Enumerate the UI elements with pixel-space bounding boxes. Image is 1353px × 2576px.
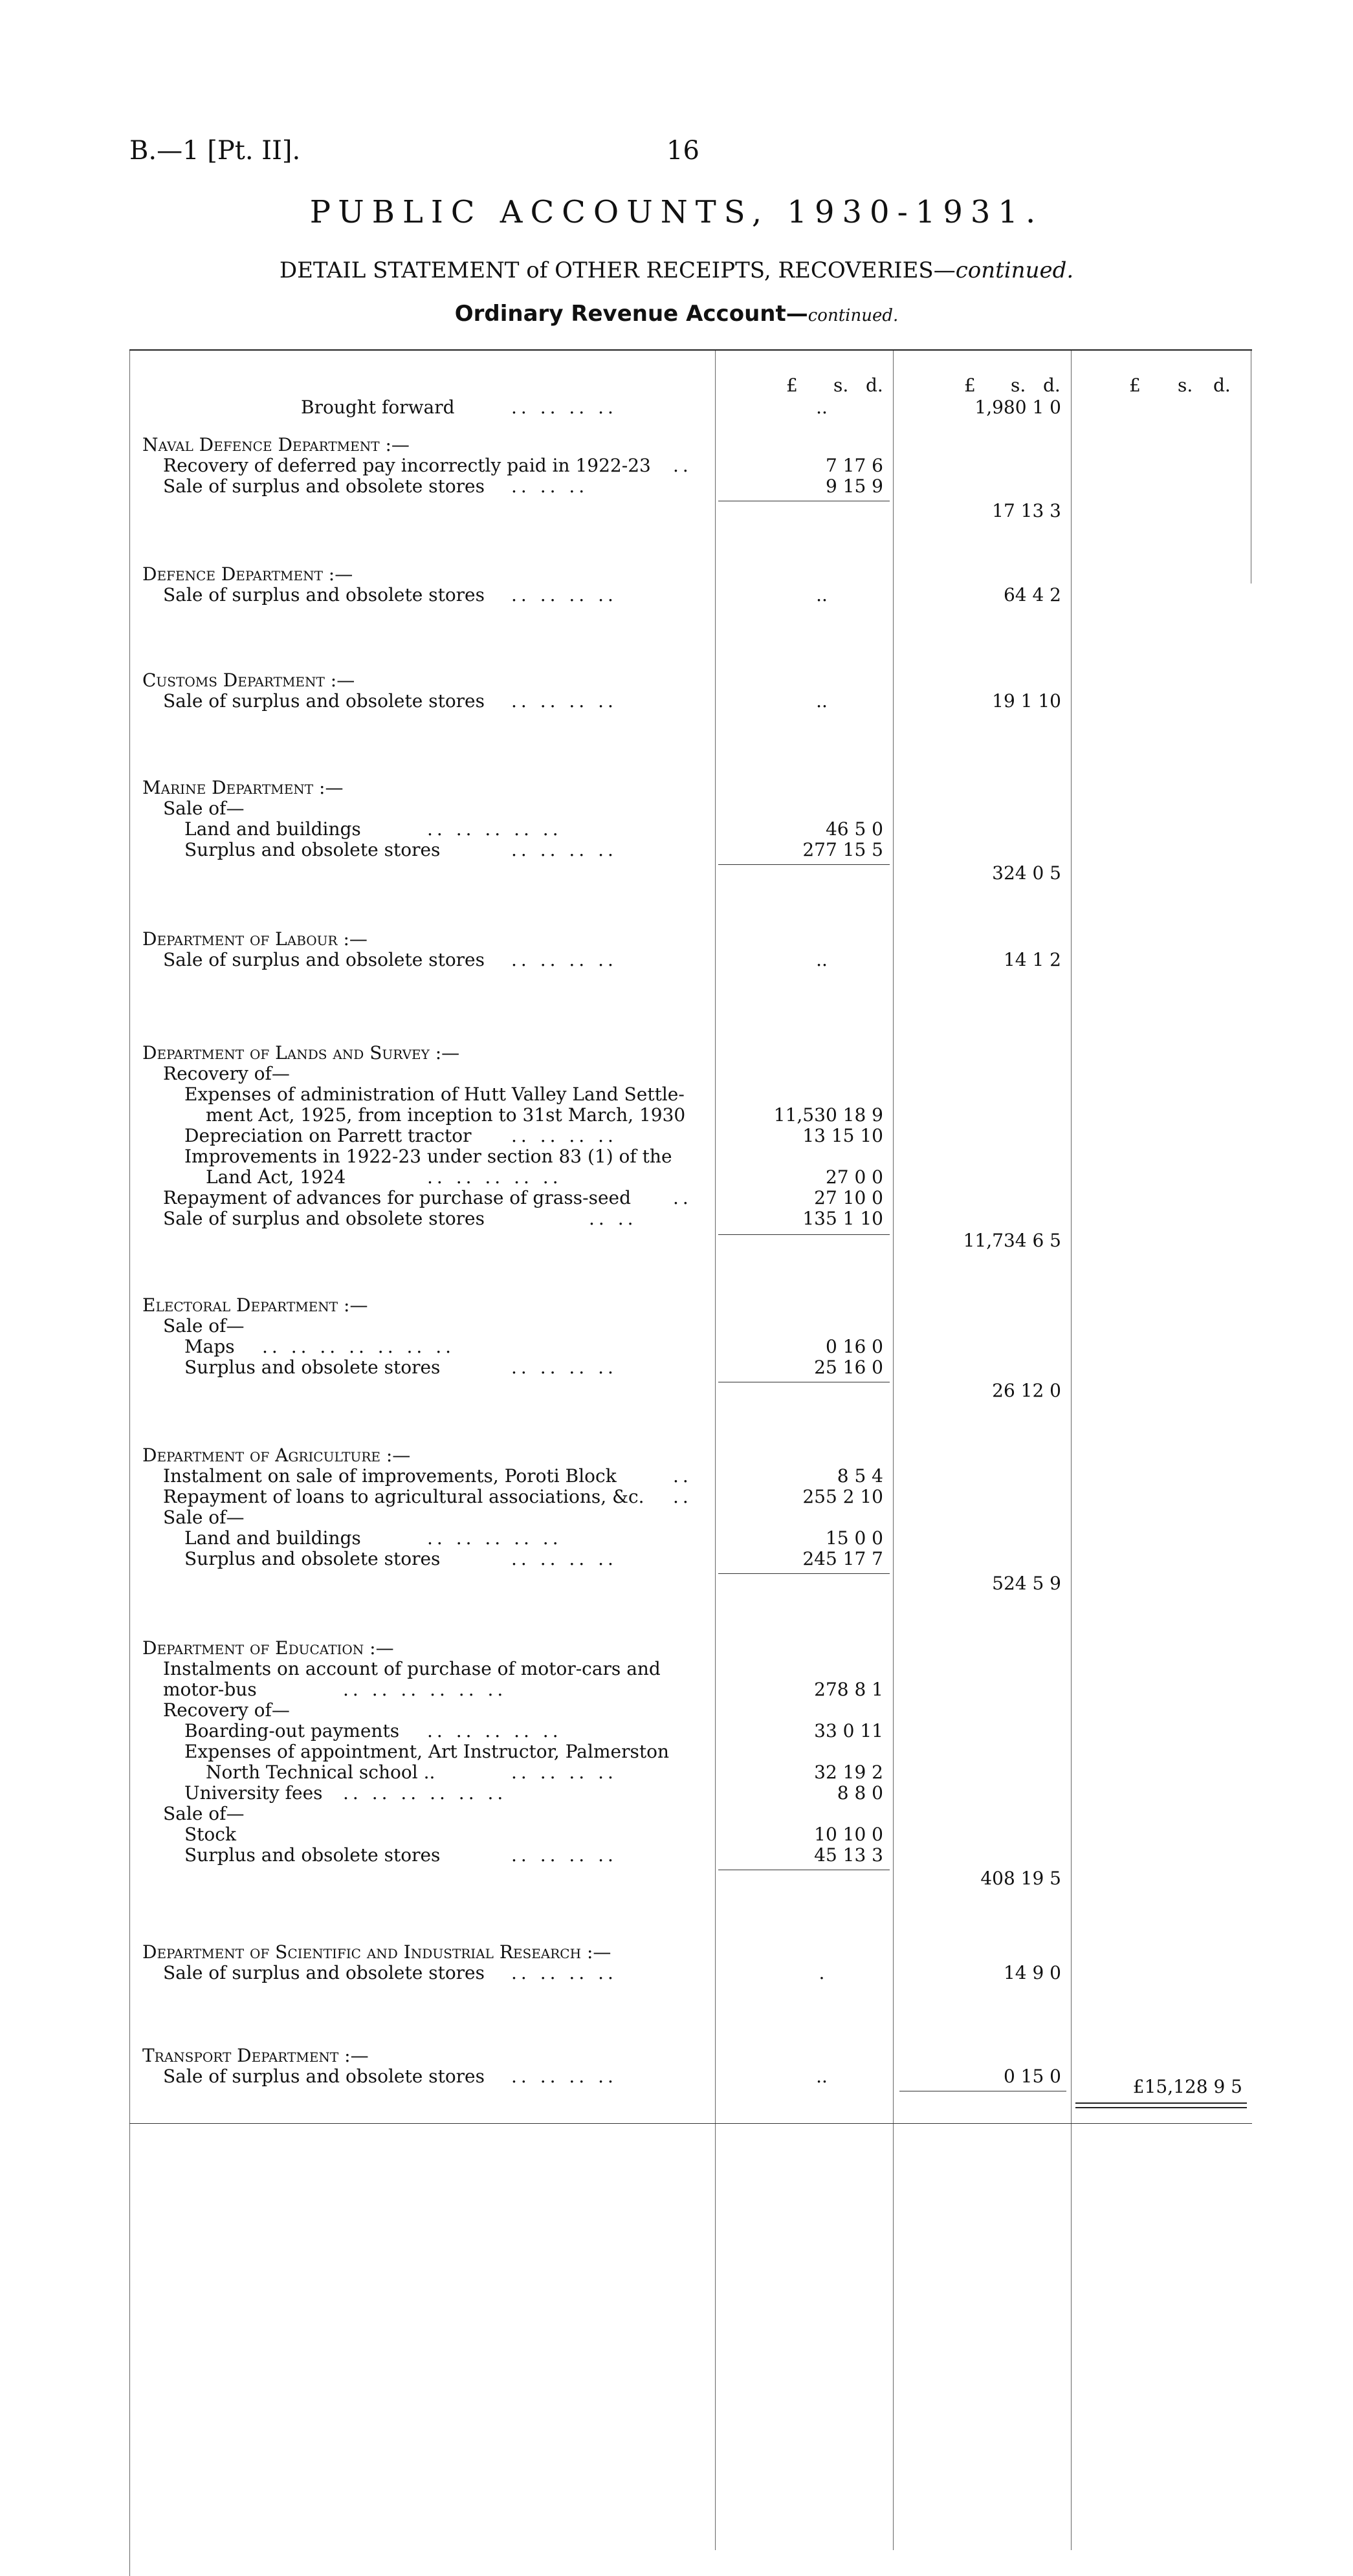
transport-c1: .. <box>816 2066 828 2087</box>
page-number: 16 <box>666 136 699 166</box>
col1-pound: £ <box>786 375 798 396</box>
ledger-table <box>129 349 1252 2576</box>
transport-total: 0 15 0 <box>1003 2066 1061 2087</box>
lands-hutt-line-2: ment Act, 1925, from inception to 31st March, 1930 <box>206 1104 686 1126</box>
labour-c1: .. <box>816 949 828 970</box>
scientific-total: 14 9 0 <box>1003 1962 1061 1983</box>
agriculture-land-value: 15 0 0 <box>825 1527 883 1549</box>
transport-head: Transport Department :— <box>142 2045 369 2066</box>
marine-item-1-value: 46 5 0 <box>825 818 883 840</box>
marine-sale-of: Sale of— <box>163 798 245 819</box>
education-art-line-1: Expenses of appointment, Art Instructor, Palmerston <box>184 1741 669 1762</box>
column-divider-2 <box>893 351 894 2550</box>
education-stock-label: Stock <box>184 1824 236 1845</box>
education-sale-of: Sale of— <box>163 1803 245 1824</box>
marine-item-2-value: 277 15 5 <box>802 839 883 860</box>
naval-total: 17 13 3 <box>992 500 1061 521</box>
leader-dots: .. .. .. .. <box>511 949 617 970</box>
naval-item-2-value: 9 15 9 <box>825 475 883 497</box>
lands-stores-label: Sale of surplus and obsolete stores <box>163 1208 485 1229</box>
lands-stores-value: 135 1 10 <box>802 1208 883 1229</box>
agriculture-poroti-value: 8 5 4 <box>837 1465 883 1487</box>
lands-improv-value: 27 0 0 <box>825 1166 883 1188</box>
leader-dots: .. .. .. .. .. <box>427 1720 562 1741</box>
account-heading <box>0 301 1353 327</box>
subtotal-rule <box>718 1234 890 1235</box>
brought-forward-c1: .. <box>816 397 828 418</box>
leader-dots: .. .. .. .. <box>511 2066 617 2087</box>
education-head: Department of Education :— <box>142 1637 394 1659</box>
lands-improv-line-1: Improvements in 1922-23 under section 83 (1) of the <box>184 1146 672 1167</box>
subtotal-rule <box>718 1573 890 1574</box>
lands-total: 11,734 6 5 <box>963 1230 1061 1251</box>
brought-forward-label: Brought forward <box>301 397 455 418</box>
lands-grass-label: Repayment of advances for purchase of grass-seed <box>163 1187 632 1208</box>
lands-parrett-value: 13 15 10 <box>802 1125 883 1146</box>
naval-item-1-label: Recovery of deferred pay incorrectly paid in 1922-23 <box>163 455 651 476</box>
leader-dots: .. .. .. .. <box>511 1125 617 1146</box>
naval-head: Naval Defence Department :— <box>142 434 410 455</box>
agriculture-land-label: Land and buildings <box>184 1527 361 1549</box>
report-reference: B.—1 [Pt. II]. <box>129 136 301 166</box>
account-text: Ordinary Revenue Account— <box>454 301 808 327</box>
subtitle-continued: continued. <box>955 257 1074 283</box>
leader-dots: .. .. .. .. .. .. <box>343 1782 507 1804</box>
lands-parrett-label: Depreciation on Parrett tractor <box>184 1125 472 1146</box>
labour-total: 14 1 2 <box>1003 949 1061 970</box>
leader-dots: .. .. .. .. .. <box>427 1166 562 1188</box>
labour-label: Sale of surplus and obsolete stores <box>163 949 485 970</box>
lands-head: Department of Lands and Survey :— <box>142 1042 460 1064</box>
education-boarding-value: 33 0 11 <box>814 1720 883 1741</box>
agriculture-stores-value: 245 17 7 <box>802 1548 883 1569</box>
electoral-total: 26 12 0 <box>992 1380 1061 1401</box>
leader-dots: .. .. .. .. <box>511 1762 617 1783</box>
leader-dots: .. <box>673 1486 692 1507</box>
column-divider-1 <box>715 351 716 2550</box>
col2-shilling: s. <box>1011 375 1026 396</box>
customs-head: Customs Department :— <box>142 670 355 691</box>
education-stores-value: 45 13 3 <box>814 1844 883 1866</box>
leader-dots: .. .. .. .. <box>511 839 617 860</box>
defence-head: Defence Department :— <box>142 563 353 585</box>
col2-pound: £ <box>964 375 976 396</box>
leader-dots: .. .. .. .. <box>511 397 617 418</box>
leader-dots: .. <box>673 1187 692 1208</box>
naval-item-1-value: 7 17 6 <box>825 455 883 476</box>
statement-subtitle <box>0 257 1353 283</box>
agriculture-head: Department of Agriculture :— <box>142 1445 411 1466</box>
column-divider-3 <box>1071 351 1072 2550</box>
scientific-label: Sale of surplus and obsolete stores <box>163 1962 485 1983</box>
naval-item-2-label: Sale of surplus and obsolete stores <box>163 475 485 497</box>
education-total: 408 19 5 <box>980 1868 1061 1889</box>
education-motor-line-1: Instalments on account of purchase of motor-cars and <box>163 1658 661 1679</box>
education-univ-label: University fees <box>184 1782 323 1804</box>
agriculture-poroti-label: Instalment on sale of improvements, Poroti Block <box>163 1465 617 1487</box>
electoral-item-2-value: 25 16 0 <box>814 1357 883 1378</box>
col1-pence: d. <box>866 375 883 396</box>
brought-forward-c2: 1,980 1 0 <box>974 397 1061 418</box>
col3-shilling: s. <box>1178 375 1193 396</box>
account-continued: continued. <box>808 306 899 325</box>
electoral-head: Electoral Department :— <box>142 1294 368 1316</box>
left-border <box>129 351 130 2576</box>
education-motor-line-2: motor-bus <box>163 1679 257 1700</box>
leader-dots: .. .. .. .. .. <box>427 818 562 840</box>
defence-total: 64 4 2 <box>1003 584 1061 606</box>
marine-total: 324 0 5 <box>992 862 1061 884</box>
education-stores-label: Surplus and obsolete stores <box>184 1844 441 1866</box>
customs-c1: .. <box>816 690 828 712</box>
education-art-value: 32 19 2 <box>814 1762 883 1783</box>
defence-c1: .. <box>816 584 828 606</box>
education-recovery-of: Recovery of— <box>163 1699 290 1721</box>
customs-label: Sale of surplus and obsolete stores <box>163 690 485 712</box>
education-motor-value: 278 8 1 <box>814 1679 883 1700</box>
education-stock-value: 10 10 0 <box>814 1824 883 1845</box>
customs-total: 19 1 10 <box>992 690 1061 712</box>
grand-total: £15,128 9 5 <box>1132 2076 1242 2097</box>
subtitle-text: DETAIL STATEMENT of OTHER RECEIPTS, RECOVERIES— <box>279 257 956 283</box>
col3-pence: d. <box>1213 375 1231 396</box>
subtotal-rule <box>718 864 890 865</box>
table-bottom-rule <box>129 2123 1252 2124</box>
education-art-line-2: North Technical school .. <box>206 1762 435 1783</box>
col2-pence: d. <box>1043 375 1061 396</box>
electoral-item-1-label: Maps <box>184 1336 235 1357</box>
lands-hutt-line-1: Expenses of administration of Hutt Valley Land Settle- <box>184 1084 685 1105</box>
agriculture-sale-of: Sale of— <box>163 1507 245 1528</box>
leader-dots: .. .. .. .. <box>511 1844 617 1866</box>
leader-dots: .. .. .. .. .. .. <box>343 1679 507 1700</box>
defence-label: Sale of surplus and obsolete stores <box>163 584 485 606</box>
leader-dots: .. .. .. .. <box>511 584 617 606</box>
col1-shilling: s. <box>833 375 849 396</box>
leader-dots: .. .. .. .. <box>511 1962 617 1983</box>
leader-dots: .. .. .. .. <box>511 1357 617 1378</box>
electoral-item-1-value: 0 16 0 <box>825 1336 883 1357</box>
transport-label: Sale of surplus and obsolete stores <box>163 2066 485 2087</box>
education-univ-value: 8 8 0 <box>837 1782 883 1804</box>
electoral-sale-of: Sale of— <box>163 1315 245 1337</box>
lands-recovery-of: Recovery of— <box>163 1063 290 1084</box>
leader-dots: .. .. .. .. .. .. .. <box>262 1336 456 1357</box>
education-boarding-label: Boarding-out payments <box>184 1720 400 1741</box>
marine-head: Marine Department :— <box>142 777 344 798</box>
agriculture-loans-label: Repayment of loans to agricultural associations, &c. <box>163 1486 644 1507</box>
labour-head: Department of Labour :— <box>142 928 368 950</box>
col3-pound: £ <box>1129 375 1141 396</box>
agriculture-stores-label: Surplus and obsolete stores <box>184 1548 441 1569</box>
agriculture-total: 524 5 9 <box>992 1573 1061 1594</box>
lands-grass-value: 27 10 0 <box>814 1187 883 1208</box>
scientific-c1: . <box>819 1962 825 1983</box>
marine-item-2-label: Surplus and obsolete stores <box>184 839 441 860</box>
leader-dots: .. .. .. .. .. <box>427 1527 562 1549</box>
lands-improv-line-2: Land Act, 1924 <box>206 1166 346 1188</box>
leader-dots: .. .. .. .. <box>511 690 617 712</box>
page-title: PUBLIC ACCOUNTS, 1930-1931. <box>309 194 1044 230</box>
lands-hutt-value: 11,530 18 9 <box>773 1104 883 1126</box>
leader-dots: .. .. <box>589 1208 637 1229</box>
electoral-item-2-label: Surplus and obsolete stores <box>184 1357 441 1378</box>
leader-dots: .. <box>673 455 692 476</box>
scientific-head: Department of Scientific and Industrial Research :— <box>142 1941 611 1963</box>
marine-item-1-label: Land and buildings <box>184 818 361 840</box>
leader-dots: .. .. .. .. <box>511 1548 617 1569</box>
leader-dots: .. <box>673 1465 692 1487</box>
agriculture-loans-value: 255 2 10 <box>802 1486 883 1507</box>
leader-dots: .. .. .. <box>511 475 589 497</box>
grand-total-double-rule <box>1075 2102 1247 2108</box>
